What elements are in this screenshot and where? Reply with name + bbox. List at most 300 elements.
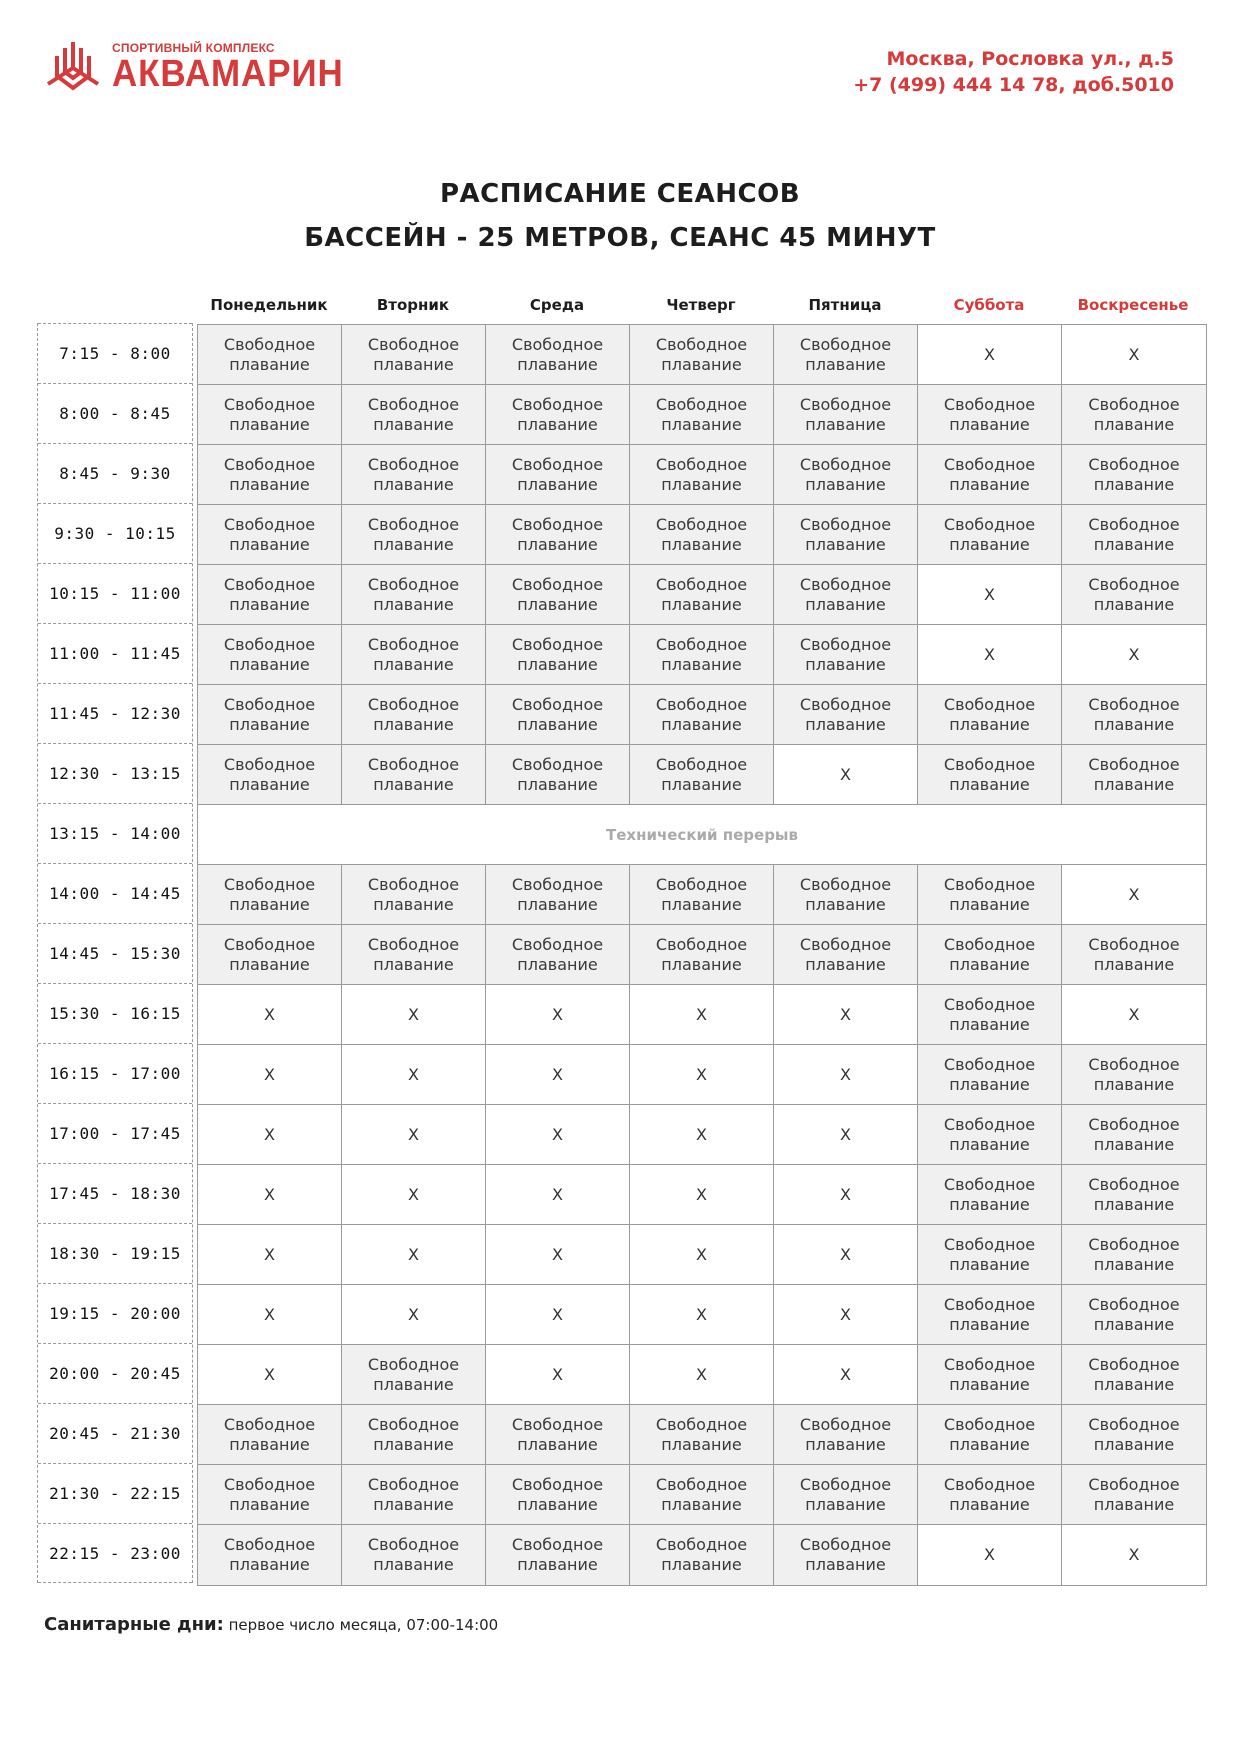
free-swim-line-2: плавание	[949, 474, 1030, 494]
free-swim-line-2: плавание	[517, 1434, 598, 1454]
free-swim-cell	[918, 865, 1062, 924]
free-swim-text	[512, 575, 603, 615]
no-session-cell: X	[630, 1105, 774, 1164]
free-swim-text	[224, 335, 315, 375]
free-swim-text	[512, 515, 603, 555]
free-swim-cell	[918, 745, 1062, 804]
free-swim-line-2: плавание	[1093, 1254, 1175, 1274]
free-swim-text	[1088, 1415, 1179, 1455]
technical-break-cell: Технический перерыв	[198, 805, 1206, 864]
free-swim-line-1: Свободное	[655, 1535, 748, 1554]
free-swim-line-1: Свободное	[511, 934, 604, 954]
free-swim-line-1: Свободное	[943, 1234, 1036, 1254]
free-swim-cell	[630, 325, 774, 384]
free-swim-line-1: Свободное	[655, 1474, 748, 1494]
time-slot: 17:00 - 17:45	[38, 1103, 192, 1163]
free-swim-line-2: плавание	[661, 894, 742, 914]
free-swim-line-2: плавание	[229, 594, 310, 614]
free-swim-text	[944, 515, 1035, 555]
free-swim-line-2: плавание	[1093, 1374, 1175, 1394]
free-swim-text	[1088, 1235, 1179, 1275]
free-swim-line-1: Свободное	[1088, 934, 1180, 954]
no-session-cell: X	[774, 745, 918, 804]
free-swim-line-2: плавание	[661, 654, 742, 674]
free-swim-line-1: Свободное	[1088, 1414, 1180, 1434]
time-slot: 22:15 - 23:00	[38, 1523, 192, 1583]
free-swim-line-2: плавание	[661, 354, 742, 374]
free-swim-cell	[630, 625, 774, 684]
schedule-row	[198, 565, 1206, 625]
schedule-grid	[197, 324, 1207, 1586]
free-swim-line-2: плавание	[949, 894, 1030, 914]
free-swim-cell	[630, 505, 774, 564]
sanitary-days-label: Санитарные дни:	[44, 1614, 224, 1635]
free-swim-cell	[918, 445, 1062, 504]
free-swim-cell	[198, 685, 342, 744]
free-swim-line-2: плавание	[805, 654, 886, 674]
free-swim-line-1: Свободное	[511, 634, 604, 654]
free-swim-line-2: плавание	[517, 894, 598, 914]
free-swim-cell	[918, 685, 1062, 744]
free-swim-line-2: плавание	[805, 1434, 886, 1454]
free-swim-line-1: Свободное	[367, 1354, 460, 1374]
free-swim-cell	[918, 1225, 1062, 1284]
free-swim-cell	[1062, 1405, 1206, 1464]
free-swim-text	[944, 395, 1035, 435]
free-swim-text	[800, 875, 891, 915]
free-swim-cell	[342, 625, 486, 684]
free-swim-line-1: Свободное	[367, 1535, 460, 1554]
free-swim-line-2: плавание	[229, 1434, 310, 1454]
free-swim-line-2: плавание	[373, 414, 454, 434]
free-swim-text	[1088, 755, 1179, 795]
free-swim-line-1: Свободное	[367, 874, 460, 894]
free-swim-line-2: плавание	[1093, 414, 1175, 434]
schedule-row	[198, 1045, 1206, 1105]
no-session-cell: X	[630, 1045, 774, 1104]
free-swim-line-1: Свободное	[943, 694, 1036, 714]
free-swim-cell	[342, 325, 486, 384]
free-swim-cell	[774, 865, 918, 924]
free-swim-line-2: плавание	[373, 1434, 454, 1454]
free-swim-line-1: Свободное	[799, 694, 892, 714]
free-swim-line-2: плавание	[373, 774, 454, 794]
free-swim-line-1: Свободное	[367, 754, 460, 774]
no-session-cell: X	[198, 1225, 342, 1284]
free-swim-line-2: плавание	[949, 1314, 1030, 1334]
free-swim-cell	[1062, 745, 1206, 804]
free-swim-line-2: плавание	[805, 714, 886, 734]
time-slot: 19:15 - 20:00	[38, 1283, 192, 1343]
free-swim-cell	[1062, 1165, 1206, 1224]
free-swim-line-1: Свободное	[367, 334, 460, 354]
free-swim-line-1: Свободное	[799, 454, 892, 474]
free-swim-line-1: Свободное	[1088, 454, 1180, 474]
free-swim-cell	[918, 1285, 1062, 1344]
free-swim-line-1: Свободное	[655, 454, 748, 474]
schedule-row	[198, 325, 1206, 385]
address: Москва, Рословка ул., д.5	[886, 48, 1174, 70]
free-swim-line-1: Свободное	[223, 334, 316, 354]
free-swim-text	[512, 695, 603, 735]
free-swim-line-1: Свободное	[799, 634, 892, 654]
free-swim-line-2: плавание	[949, 1494, 1030, 1514]
free-swim-line-1: Свободное	[655, 1414, 748, 1434]
free-swim-line-1: Свободное	[367, 1414, 460, 1434]
free-swim-text	[224, 1475, 315, 1515]
free-swim-line-2: плавание	[805, 1555, 886, 1574]
free-swim-cell	[486, 325, 630, 384]
free-swim-cell	[198, 1405, 342, 1464]
free-swim-line-1: Свободное	[511, 1414, 604, 1434]
free-swim-text	[1088, 575, 1179, 615]
time-slot: 18:30 - 19:15	[38, 1223, 192, 1283]
free-swim-line-2: плавание	[949, 1134, 1030, 1154]
free-swim-line-2: плавание	[517, 774, 598, 794]
free-swim-line-1: Свободное	[511, 694, 604, 714]
free-swim-text	[944, 1475, 1035, 1515]
free-swim-text	[656, 635, 747, 675]
time-slot: 20:45 - 21:30	[38, 1403, 192, 1463]
free-swim-line-1: Свободное	[943, 874, 1036, 894]
free-swim-line-2: плавание	[949, 414, 1030, 434]
free-swim-cell	[918, 1465, 1062, 1524]
no-session-cell: X	[774, 1345, 918, 1404]
no-session-cell: X	[486, 1225, 630, 1284]
no-session-cell: X	[486, 1105, 630, 1164]
free-swim-line-1: Свободное	[943, 1354, 1036, 1374]
free-swim-text	[368, 1535, 459, 1575]
free-swim-cell	[486, 685, 630, 744]
free-swim-line-1: Свободное	[367, 454, 460, 474]
day-header: Среда	[529, 296, 585, 314]
free-swim-cell	[774, 505, 918, 564]
time-slot: 21:30 - 22:15	[38, 1463, 192, 1523]
free-swim-line-2: плавание	[373, 954, 454, 974]
free-swim-line-1: Свободное	[511, 874, 604, 894]
time-slot: 11:00 - 11:45	[38, 623, 192, 683]
free-swim-cell	[918, 1345, 1062, 1404]
no-session-cell: X	[1062, 865, 1206, 924]
no-session-cell: X	[342, 1165, 486, 1224]
free-swim-line-2: плавание	[949, 774, 1030, 794]
free-swim-line-1: Свободное	[943, 1294, 1036, 1314]
schedule-row	[198, 625, 1206, 685]
free-swim-line-1: Свободное	[223, 934, 316, 954]
free-swim-line-1: Свободное	[943, 394, 1036, 414]
free-swim-text	[1088, 695, 1179, 735]
free-swim-line-2: плавание	[805, 534, 886, 554]
free-swim-line-2: плавание	[373, 654, 454, 674]
free-swim-text	[1088, 1355, 1179, 1395]
no-session-cell: X	[774, 1285, 918, 1344]
free-swim-cell	[198, 865, 342, 924]
time-slot: 8:45 - 9:30	[38, 443, 192, 503]
free-swim-text	[800, 575, 891, 615]
free-swim-text	[1088, 1295, 1179, 1335]
free-swim-line-2: плавание	[805, 354, 886, 374]
day-header: Понедельник	[210, 296, 328, 314]
no-session-cell: X	[774, 1105, 918, 1164]
free-swim-line-1: Свободное	[799, 574, 892, 594]
day-header: Суббота	[953, 296, 1025, 314]
no-session-cell: X	[486, 1345, 630, 1404]
free-swim-text	[224, 695, 315, 735]
no-session-cell: X	[918, 1525, 1062, 1585]
day-header: Пятница	[808, 296, 882, 314]
day-header: Вторник	[376, 296, 450, 314]
free-swim-line-1: Свободное	[367, 694, 460, 714]
free-swim-text	[224, 515, 315, 555]
free-swim-line-1: Свободное	[655, 394, 748, 414]
free-swim-line-1: Свободное	[655, 694, 748, 714]
title-line-1: РАСПИСАНИЕ СЕАНСОВ	[439, 179, 801, 209]
free-swim-line-2: плавание	[949, 1194, 1030, 1214]
free-swim-cell	[1062, 1105, 1206, 1164]
free-swim-cell	[630, 385, 774, 444]
free-swim-cell	[342, 1405, 486, 1464]
free-swim-cell	[918, 985, 1062, 1044]
free-swim-cell	[630, 925, 774, 984]
free-swim-cell	[198, 1465, 342, 1524]
no-session-cell: X	[198, 985, 342, 1044]
free-swim-cell	[486, 865, 630, 924]
free-swim-line-1: Свободное	[1088, 514, 1180, 534]
free-swim-cell	[774, 1405, 918, 1464]
schedule-row	[198, 445, 1206, 505]
free-swim-cell	[342, 505, 486, 564]
free-swim-text	[224, 1415, 315, 1455]
free-swim-text	[800, 1415, 891, 1455]
free-swim-line-2: плавание	[661, 474, 742, 494]
no-session-cell: X	[486, 985, 630, 1044]
free-swim-text	[800, 395, 891, 435]
time-slot: 14:45 - 15:30	[38, 923, 192, 983]
free-swim-line-2: плавание	[229, 1494, 310, 1514]
time-slot: 14:00 - 14:45	[38, 863, 192, 923]
free-swim-line-1: Свободное	[367, 574, 460, 594]
no-session-cell: X	[1062, 325, 1206, 384]
no-session-cell: X	[486, 1045, 630, 1104]
free-swim-text	[944, 695, 1035, 735]
time-column	[37, 323, 193, 1583]
free-swim-line-2: плавание	[517, 714, 598, 734]
free-swim-cell	[630, 685, 774, 744]
free-swim-cell	[198, 385, 342, 444]
free-swim-text	[224, 635, 315, 675]
free-swim-cell	[198, 625, 342, 684]
free-swim-line-1: Свободное	[367, 394, 460, 414]
free-swim-line-2: плавание	[1093, 534, 1175, 554]
day-headers	[197, 296, 1205, 314]
phone: +7 (499) 444 14 78, доб.5010	[853, 74, 1174, 96]
free-swim-line-1: Свободное	[655, 754, 748, 774]
free-swim-line-2: плавание	[517, 354, 598, 374]
free-swim-line-2: плавание	[1093, 1494, 1175, 1514]
free-swim-line-1: Свободное	[511, 574, 604, 594]
free-swim-line-1: Свободное	[655, 574, 748, 594]
free-swim-text	[512, 755, 603, 795]
free-swim-cell	[630, 1525, 774, 1585]
no-session-cell: X	[774, 985, 918, 1044]
schedule-row	[198, 1525, 1206, 1585]
time-slot: 15:30 - 16:15	[38, 983, 192, 1043]
free-swim-line-2: плавание	[373, 594, 454, 614]
no-session-cell: X	[918, 565, 1062, 624]
free-swim-text	[1088, 1055, 1179, 1095]
free-swim-text	[800, 335, 891, 375]
free-swim-line-2: плавание	[517, 594, 598, 614]
free-swim-cell	[342, 565, 486, 624]
free-swim-cell	[198, 505, 342, 564]
free-swim-cell	[1062, 1345, 1206, 1404]
free-swim-line-2: плавание	[805, 414, 886, 434]
time-slot: 9:30 - 10:15	[38, 503, 192, 563]
free-swim-line-2: плавание	[517, 474, 598, 494]
free-swim-text	[1088, 395, 1179, 435]
free-swim-cell	[918, 505, 1062, 564]
free-swim-line-1: Свободное	[655, 514, 748, 534]
free-swim-cell	[342, 925, 486, 984]
aquamarine-logo-icon	[44, 38, 102, 96]
free-swim-cell	[1062, 1465, 1206, 1524]
free-swim-text	[512, 395, 603, 435]
free-swim-line-1: Свободное	[943, 934, 1036, 954]
free-swim-text	[656, 1535, 747, 1575]
free-swim-cell	[198, 325, 342, 384]
no-session-cell: X	[198, 1345, 342, 1404]
free-swim-line-2: плавание	[805, 954, 886, 974]
free-swim-text	[224, 1535, 315, 1575]
free-swim-line-2: плавание	[517, 414, 598, 434]
free-swim-line-2: плавание	[949, 954, 1030, 974]
free-swim-line-1: Свободное	[223, 694, 316, 714]
schedule-row	[198, 1405, 1206, 1465]
free-swim-text	[944, 875, 1035, 915]
free-swim-text	[512, 455, 603, 495]
no-session-cell: X	[198, 1105, 342, 1164]
free-swim-line-2: плавание	[661, 534, 742, 554]
free-swim-line-1: Свободное	[1088, 1474, 1180, 1494]
free-swim-cell	[342, 445, 486, 504]
free-swim-line-1: Свободное	[223, 394, 316, 414]
free-swim-line-2: плавание	[805, 594, 886, 614]
no-session-cell: X	[774, 1165, 918, 1224]
free-swim-line-1: Свободное	[511, 1474, 604, 1494]
no-session-cell: X	[630, 1165, 774, 1224]
free-swim-line-2: плавание	[949, 1254, 1030, 1274]
free-swim-cell	[630, 1465, 774, 1524]
free-swim-line-2: плавание	[1093, 1194, 1175, 1214]
no-session-cell: X	[1062, 985, 1206, 1044]
time-slot: 10:15 - 11:00	[38, 563, 192, 623]
free-swim-line-1: Свободное	[1088, 694, 1180, 714]
free-swim-line-1: Свободное	[1088, 1174, 1180, 1194]
free-swim-line-2: плавание	[661, 1555, 742, 1574]
free-swim-line-1: Свободное	[511, 334, 604, 354]
free-swim-cell	[486, 565, 630, 624]
free-swim-line-1: Свободное	[1088, 394, 1180, 414]
no-session-cell: X	[918, 325, 1062, 384]
free-swim-line-1: Свободное	[799, 514, 892, 534]
free-swim-cell	[342, 865, 486, 924]
free-swim-line-2: плавание	[229, 414, 310, 434]
free-swim-cell	[342, 1465, 486, 1524]
free-swim-line-2: плавание	[229, 1555, 310, 1574]
free-swim-line-2: плавание	[373, 354, 454, 374]
schedule-row	[198, 385, 1206, 445]
free-swim-line-2: плавание	[1093, 594, 1175, 614]
free-swim-cell	[486, 925, 630, 984]
free-swim-cell	[774, 385, 918, 444]
logo-subtitle: СПОРТИВНЫЙ КОМПЛЕКС	[112, 41, 275, 55]
free-swim-line-2: плавание	[661, 414, 742, 434]
free-swim-cell	[1062, 925, 1206, 984]
free-swim-line-1: Свободное	[943, 1474, 1036, 1494]
free-swim-line-2: плавание	[373, 1494, 454, 1514]
free-swim-line-2: плавание	[229, 654, 310, 674]
free-swim-line-1: Свободное	[367, 634, 460, 654]
free-swim-line-2: плавание	[1093, 1134, 1175, 1154]
free-swim-line-1: Свободное	[655, 874, 748, 894]
free-swim-line-2: плавание	[1093, 1434, 1175, 1454]
free-swim-text	[368, 575, 459, 615]
free-swim-text	[368, 695, 459, 735]
free-swim-line-1: Свободное	[1088, 1354, 1180, 1374]
free-swim-line-1: Свободное	[655, 334, 748, 354]
free-swim-text	[656, 875, 747, 915]
free-swim-cell	[1062, 1045, 1206, 1104]
free-swim-line-1: Свободное	[1088, 1114, 1180, 1134]
free-swim-text	[368, 935, 459, 975]
free-swim-text	[512, 335, 603, 375]
free-swim-text	[656, 755, 747, 795]
free-swim-line-1: Свободное	[1088, 754, 1180, 774]
free-swim-line-2: плавание	[949, 1014, 1030, 1034]
no-session-cell: X	[630, 1225, 774, 1284]
free-swim-cell	[486, 1465, 630, 1524]
time-slot: 20:00 - 20:45	[38, 1343, 192, 1403]
free-swim-line-2: плавание	[229, 474, 310, 494]
free-swim-line-2: плавание	[949, 1074, 1030, 1094]
free-swim-cell	[630, 865, 774, 924]
title-line-2: БАССЕЙН - 25 МЕТРОВ, СЕАНС 45 МИНУТ	[304, 223, 936, 253]
sanitary-days-text: первое число месяца, 07:00-14:00	[228, 1616, 499, 1634]
free-swim-text	[656, 515, 747, 555]
free-swim-text	[656, 335, 747, 375]
no-session-cell: X	[342, 1225, 486, 1284]
free-swim-text	[224, 455, 315, 495]
free-swim-line-1: Свободное	[799, 1414, 892, 1434]
contacts	[853, 46, 1174, 98]
free-swim-cell	[342, 1345, 486, 1404]
free-swim-line-1: Свободное	[655, 634, 748, 654]
free-swim-text	[224, 875, 315, 915]
free-swim-line-2: плавание	[229, 954, 310, 974]
free-swim-line-1: Свободное	[511, 754, 604, 774]
free-swim-cell	[1062, 1225, 1206, 1284]
no-session-cell: X	[342, 1045, 486, 1104]
free-swim-text	[656, 575, 747, 615]
free-swim-line-2: плавание	[1093, 1314, 1175, 1334]
free-swim-cell	[486, 1525, 630, 1585]
free-swim-line-2: плавание	[1093, 714, 1175, 734]
schedule-row	[198, 805, 1206, 865]
free-swim-text	[512, 1535, 603, 1575]
free-swim-cell	[198, 1525, 342, 1585]
free-swim-line-1: Свободное	[1088, 1294, 1180, 1314]
free-swim-text	[1088, 1115, 1179, 1155]
